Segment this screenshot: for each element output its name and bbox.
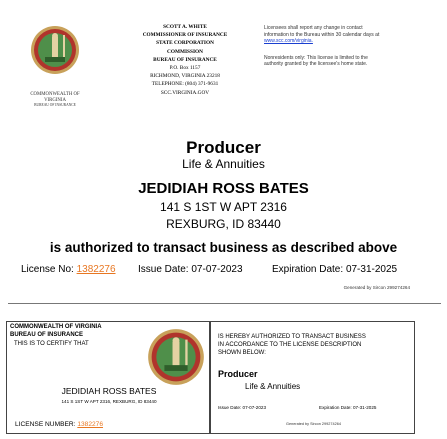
agency-po-box: P.O. Box 1157: [169, 65, 201, 72]
expiration-date: 07-31-2025: [345, 264, 398, 275]
card-auth-line-2: IN ACCORDANCE TO THE LICENSE DESCRIPTION: [218, 342, 362, 348]
card-license-number: 1382276: [77, 421, 103, 428]
seal-icon: [30, 25, 80, 75]
wallet-card-right: [210, 321, 415, 434]
card-auth-line-3: SHOWN BELOW:: [218, 350, 266, 356]
card-licensee-name: JEDIDIAH ROSS BATES: [61, 386, 157, 396]
issue-label: Issue Date:: [138, 264, 189, 275]
license-no-label: License No:: [21, 264, 74, 275]
agency-line-5: BUREAU OF INSURANCE: [153, 56, 217, 63]
notice-line-3: Nonresidents only: This license is limited to the: [264, 54, 368, 61]
virginia-seal-card: [147, 328, 205, 386]
authorization-statement: is authorized to transact business as described above: [49, 240, 398, 255]
card-header-2: BUREAU OF INSURANCE: [10, 332, 84, 338]
agency-phone: TELEPHONE: (804) 371-9631: [151, 81, 219, 88]
card-expiration-date: Expiration Date: 07-31-2025: [319, 405, 377, 410]
notice-line-1: Licensees shall report any change in contact: [264, 25, 363, 31]
card-licensee-address: 141 S 1ST W APT 2316, REXBURG, ID 83440: [61, 399, 157, 404]
agency-address-block: [130, 23, 240, 97]
licensee-name: JEDIDIAH ROSS BATES: [138, 180, 309, 197]
agency-website: SCC.VIRGINIA.GOV: [160, 89, 210, 96]
seal-caption-top: COMMONWEALTH OF: [30, 92, 80, 97]
cut-divider: [8, 303, 441, 304]
licensee-address-2: REXBURG, ID 83440: [166, 217, 281, 231]
notice-line-2: information to the Bureau within 30 calendar days at: [264, 31, 380, 38]
agency-line-4: COMMISSION: [167, 48, 203, 55]
notice-link[interactable]: www.scc.com/virginia.: [264, 38, 313, 45]
seal-icon: [147, 328, 205, 386]
agency-city: RICHMOND, VIRGINIA 23218: [150, 73, 220, 80]
agency-line-3: STATE CORPORATION: [156, 40, 214, 47]
license-number: 1382276: [76, 264, 116, 275]
commissioner-name: SCOTT A. WHITE: [163, 24, 207, 30]
card-issue-date: Issue Date: 07-07-2023: [218, 405, 267, 410]
seal-caption-bottom: BUREAU OF INSURANCE: [34, 103, 76, 108]
card-generated-by: Generated by Sircon 299274264: [286, 422, 341, 426]
licensee-address-1: 141 S 1ST W APT 2316: [160, 200, 287, 214]
wallet-card-left: [6, 321, 210, 434]
seal-caption-mid: VIRGINIA: [44, 97, 66, 103]
seal-caption: [18, 92, 92, 108]
expiration-label: Expiration Date:: [272, 264, 344, 275]
issue-date: 07-07-2023: [191, 264, 243, 275]
commissioner-title: COMMISSIONER OF INSURANCE: [142, 32, 228, 39]
license-line: Life & Annuities: [182, 157, 265, 171]
generated-by: Generated by Sircon 299274264: [343, 285, 410, 290]
notice-block: [264, 25, 444, 68]
card-header-3: THIS IS TO CERTIFY THAT: [14, 341, 89, 347]
card-license-number-row: [15, 421, 103, 428]
card-auth-line-1: IS HEREBY AUTHORIZED TO TRANSACT BUSINESS: [218, 334, 366, 340]
virginia-seal-top: [30, 25, 80, 75]
card-license-type: Producer: [218, 369, 258, 379]
notice-line-4: authority granted by the licensee's home state.: [264, 61, 368, 68]
card-license-label: LICENSE NUMBER:: [15, 421, 76, 428]
card-license-line: Life & Annuities: [245, 382, 301, 391]
card-header-1: COMMONWEALTH OF VIRGINIA: [10, 324, 102, 330]
license-type: Producer: [186, 138, 261, 157]
